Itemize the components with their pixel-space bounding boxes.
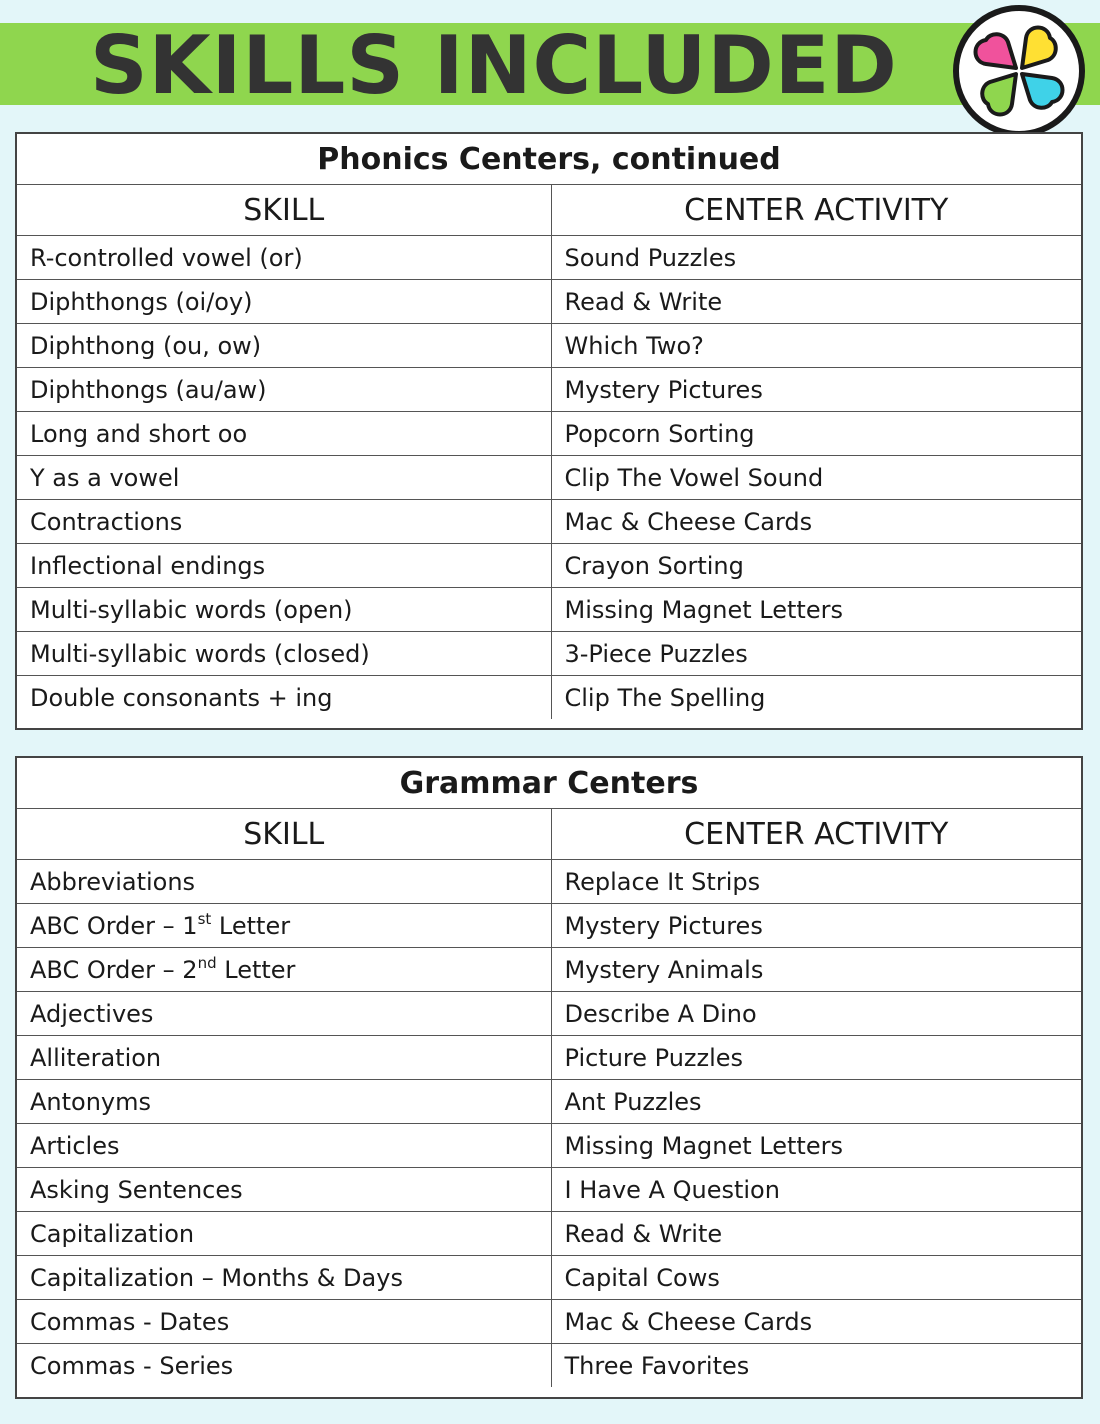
activity-cell: 3-Piece Puzzles — [551, 632, 1081, 676]
skill-cell — [17, 948, 551, 992]
table-row — [17, 368, 1081, 412]
table-row — [17, 1036, 1081, 1080]
skill-cell: Diphthongs (oi/oy) — [17, 280, 551, 324]
table-row — [17, 860, 1081, 904]
activity-cell: Popcorn Sorting — [551, 412, 1081, 456]
skill-cell: Diphthongs (au/aw) — [17, 368, 551, 412]
table-row — [17, 456, 1081, 500]
column-header-activity: CENTER ACTIVITY — [551, 185, 1081, 236]
skill-cell: Multi-syllabic words (closed) — [17, 632, 551, 676]
table-row — [17, 1212, 1081, 1256]
skill-cell: R-controlled vowel (or) — [17, 236, 551, 280]
skill-cell: Commas - Dates — [17, 1300, 551, 1344]
activity-cell: Capital Cows — [551, 1256, 1081, 1300]
activity-cell: Mystery Pictures — [551, 368, 1081, 412]
activity-cell: I Have A Question — [551, 1168, 1081, 1212]
activity-cell: Clip The Vowel Sound — [551, 456, 1081, 500]
activity-cell: Missing Magnet Letters — [551, 1124, 1081, 1168]
activity-cell: Mystery Animals — [551, 948, 1081, 992]
grammar-centers-table — [15, 756, 1083, 1399]
activity-cell: Read & Write — [551, 1212, 1081, 1256]
skill-text: Letter — [216, 955, 296, 984]
activity-cell: Mac & Cheese Cards — [551, 500, 1081, 544]
skill-text: ABC Order – 1 — [30, 911, 198, 940]
table-row — [17, 544, 1081, 588]
skill-cell: Double consonants + ing — [17, 676, 551, 720]
skill-cell: Inflectional endings — [17, 544, 551, 588]
skill-cell: Commas - Series — [17, 1344, 551, 1388]
table-title: Grammar Centers — [17, 758, 1081, 809]
column-header-activity: CENTER ACTIVITY — [551, 809, 1081, 860]
page-title: SKILLS INCLUDED — [90, 19, 898, 112]
table-row — [17, 1168, 1081, 1212]
table-row — [17, 280, 1081, 324]
table-row — [17, 676, 1081, 720]
skill-text: ABC Order – 2 — [30, 955, 198, 984]
skill-cell: Contractions — [17, 500, 551, 544]
table-row — [17, 324, 1081, 368]
table-row — [17, 1256, 1081, 1300]
activity-cell: Replace It Strips — [551, 860, 1081, 904]
column-header-skill: SKILL — [17, 809, 551, 860]
column-header-skill: SKILL — [17, 185, 551, 236]
skill-cell: Alliteration — [17, 1036, 551, 1080]
table-row — [17, 948, 1081, 992]
table-row — [17, 1080, 1081, 1124]
activity-cell: Three Favorites — [551, 1344, 1081, 1388]
skill-cell: Diphthong (ou, ow) — [17, 324, 551, 368]
skill-cell: Articles — [17, 1124, 551, 1168]
activity-cell: Read & Write — [551, 280, 1081, 324]
activity-cell: Missing Magnet Letters — [551, 588, 1081, 632]
skill-cell: Asking Sentences — [17, 1168, 551, 1212]
activity-cell: Describe A Dino — [551, 992, 1081, 1036]
ordinal-suffix: st — [197, 909, 212, 928]
table-row — [17, 588, 1081, 632]
table-row — [17, 1300, 1081, 1344]
table-row — [17, 904, 1081, 948]
skill-cell: Capitalization — [17, 1212, 551, 1256]
table-row — [17, 632, 1081, 676]
table-row — [17, 992, 1081, 1036]
activity-cell: Picture Puzzles — [551, 1036, 1081, 1080]
activity-cell: Clip The Spelling — [551, 676, 1081, 720]
activity-cell: Mystery Pictures — [551, 904, 1081, 948]
activity-cell: Ant Puzzles — [551, 1080, 1081, 1124]
skill-cell — [17, 904, 551, 948]
table-row — [17, 500, 1081, 544]
ordinal-suffix: nd — [197, 953, 217, 972]
activity-cell: Mac & Cheese Cards — [551, 1300, 1081, 1344]
phonics-centers-table — [15, 132, 1083, 730]
table-row — [17, 236, 1081, 280]
activity-cell: Sound Puzzles — [551, 236, 1081, 280]
skill-cell: Capitalization – Months & Days — [17, 1256, 551, 1300]
skill-cell: Multi-syllabic words (open) — [17, 588, 551, 632]
activity-cell: Which Two? — [551, 324, 1081, 368]
skill-cell: Antonyms — [17, 1080, 551, 1124]
table-row — [17, 412, 1081, 456]
table-title: Phonics Centers, continued — [17, 134, 1081, 185]
skill-cell: Long and short oo — [17, 412, 551, 456]
skill-cell: Y as a vowel — [17, 456, 551, 500]
activity-cell: Crayon Sorting — [551, 544, 1081, 588]
skill-cell: Abbreviations — [17, 860, 551, 904]
table-row — [17, 1124, 1081, 1168]
table-row — [17, 1344, 1081, 1388]
four-heart-clover-icon — [950, 4, 1088, 138]
skill-text: Letter — [211, 911, 291, 940]
skill-cell: Adjectives — [17, 992, 551, 1036]
